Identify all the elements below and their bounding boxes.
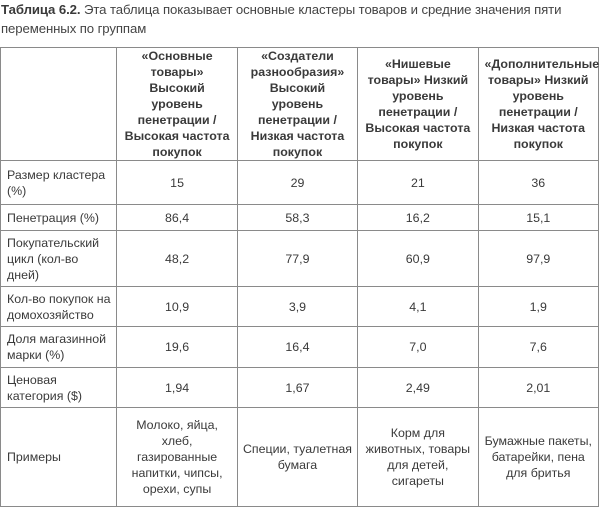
table-cell: 19,6 [117,327,237,368]
column-header-niche-products: «Нишевые товары» Низкий уровень пенетрации / Высокая частота покупок [358,48,478,161]
table-cell: 77,9 [237,231,357,287]
table-caption [1,0,599,38]
table-row [1,231,599,287]
table-cell: 29 [237,161,357,205]
caption-text: Эта таблица показывает основные кластеры товаров и средние значения пяти переменных по группам [1,2,562,36]
column-header-additional-products: «Дополнительные товары» Низкий уровень пенетрации / Низкая частота покупок [478,48,598,161]
table-cell: 60,9 [358,231,478,287]
table-row [1,368,599,408]
table-cell: 16,4 [237,327,357,368]
table-cell: 97,9 [478,231,598,287]
column-header-core-products: «Основные товары» Высокий уровень пенетрации / Высокая частота покупок [117,48,237,161]
row-label-store-brand-share: Доля магазинной марки (%) [1,327,117,368]
table-cell: 7,6 [478,327,598,368]
table-cell: 1,94 [117,368,237,408]
table-row [1,287,599,327]
table-cell: 86,4 [117,205,237,231]
header-corner [1,48,117,161]
table-cell: 3,9 [237,287,357,327]
row-label-penetration: Пенетрация (%) [1,205,117,231]
table-cell: 21 [358,161,478,205]
table-cell: 10,9 [117,287,237,327]
table-cell: 16,2 [358,205,478,231]
table-cell: Специи, туалетная бумага [237,408,357,507]
table-cell: 1,67 [237,368,357,408]
clusters-table [0,47,599,507]
table-row [1,205,599,231]
table-cell: 58,3 [237,205,357,231]
row-label-purchase-cycle: Покупательский цикл (кол-во дней) [1,231,117,287]
table-cell: Бумажные пакеты, батарейки, пена для бритья [478,408,598,507]
table-row [1,161,599,205]
table-cell: 36 [478,161,598,205]
table-cell: 4,1 [358,287,478,327]
table-row [1,327,599,368]
table-cell: 15 [117,161,237,205]
table-cell: 48,2 [117,231,237,287]
row-label-examples: Примеры [1,408,117,507]
column-header-variety-creators: «Создатели разнообразия» Высокий уровень пенетрации / Низкая частота покупок [237,48,357,161]
row-label-cluster-size: Размер кластера (%) [1,161,117,205]
row-label-purchases-per-household: Кол-во покупок на домохозяйство [1,287,117,327]
table-cell: Молоко, яйца, хлеб, газированные напитки, чипсы, орехи, супы [117,408,237,507]
table-cell: 1,9 [478,287,598,327]
table-cell: 15,1 [478,205,598,231]
table-cell: Корм для животных, товары для детей, сигареты [358,408,478,507]
row-label-price-category: Ценовая категория ($) [1,368,117,408]
table-cell: 7,0 [358,327,478,368]
header-row [1,48,599,161]
table-cell: 2,49 [358,368,478,408]
table-cell: 2,01 [478,368,598,408]
table-row [1,408,599,507]
caption-label: Таблица 6.2. [1,2,81,17]
